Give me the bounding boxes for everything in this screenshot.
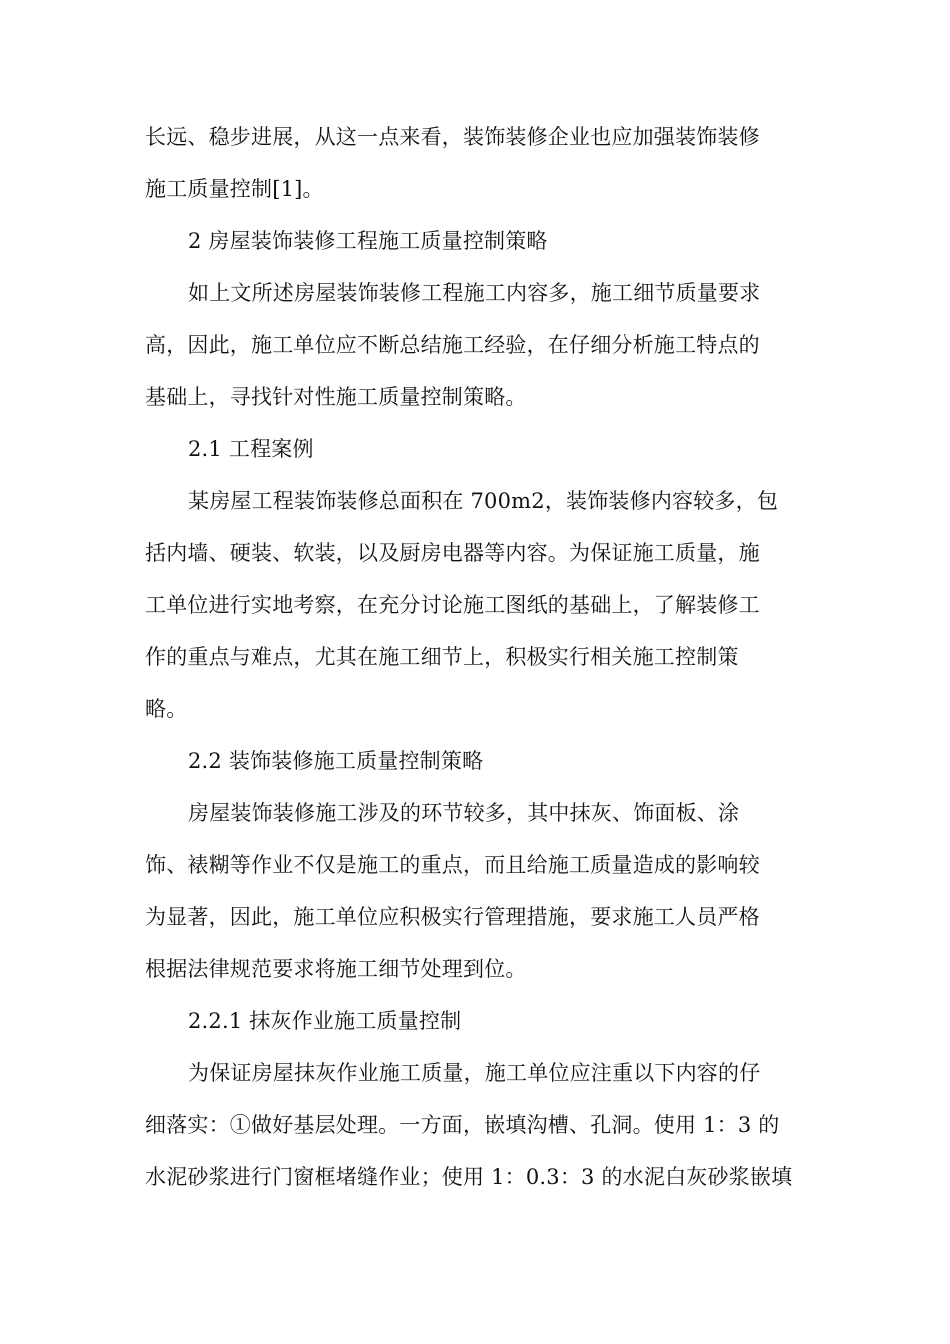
text-line: 某房屋工程装饰装修总面积在 700m2，装饰装修内容较多，包 [188, 489, 779, 513]
text-line: 根据法律规范要求将施工细节处理到位。 [145, 957, 527, 981]
text-line: 为保证房屋抹灰作业施工质量，施工单位应注重以下内容的仔 [188, 1061, 761, 1085]
text-line: 水泥砂浆进行门窗框堵缝作业；使用 1：0.3：3 的水泥白灰砂浆嵌填 [145, 1165, 793, 1189]
text-line: 高，因此，施工单位应不断总结施工经验，在仔细分析施工特点的 [145, 333, 760, 357]
text-line: 施工质量控制[1]。 [145, 177, 324, 201]
text-line: 略。 [145, 697, 188, 721]
text-line: 工单位进行实地考察，在充分讨论施工图纸的基础上，了解装修工 [145, 593, 760, 617]
text-line: 如上文所述房屋装饰装修工程施工内容多，施工细节质量要求 [188, 281, 761, 305]
text-line: 饰、裱糊等作业不仅是施工的重点，而且给施工质量造成的影响较 [145, 853, 760, 877]
section-heading: 2 房屋装饰装修工程施工质量控制策略 [188, 229, 548, 253]
text-line: 房屋装饰装修施工涉及的环节较多，其中抹灰、饰面板、涂 [188, 801, 740, 825]
text-line: 长远、稳步进展，从这一点来看，装饰装修企业也应加强装饰装修 [145, 125, 760, 149]
subsection-heading: 2.1 工程案例 [188, 437, 314, 461]
subsection-heading: 2.2 装饰装修施工质量控制策略 [188, 749, 484, 773]
text-line: 为显著，因此，施工单位应积极实行管理措施，要求施工人员严格 [145, 905, 760, 929]
subsection-heading: 2.2.1 抹灰作业施工质量控制 [188, 1009, 462, 1033]
text-line: 基础上，寻找针对性施工质量控制策略。 [145, 385, 527, 409]
text-line: 作的重点与难点，尤其在施工细节上，积极实行相关施工控制策 [145, 645, 739, 669]
text-line: 括内墙、硬装、软装，以及厨房电器等内容。为保证施工质量，施 [145, 541, 760, 565]
text-line: 细落实：①做好基层处理。一方面，嵌填沟槽、孔洞。使用 1：3 的 [145, 1113, 780, 1137]
